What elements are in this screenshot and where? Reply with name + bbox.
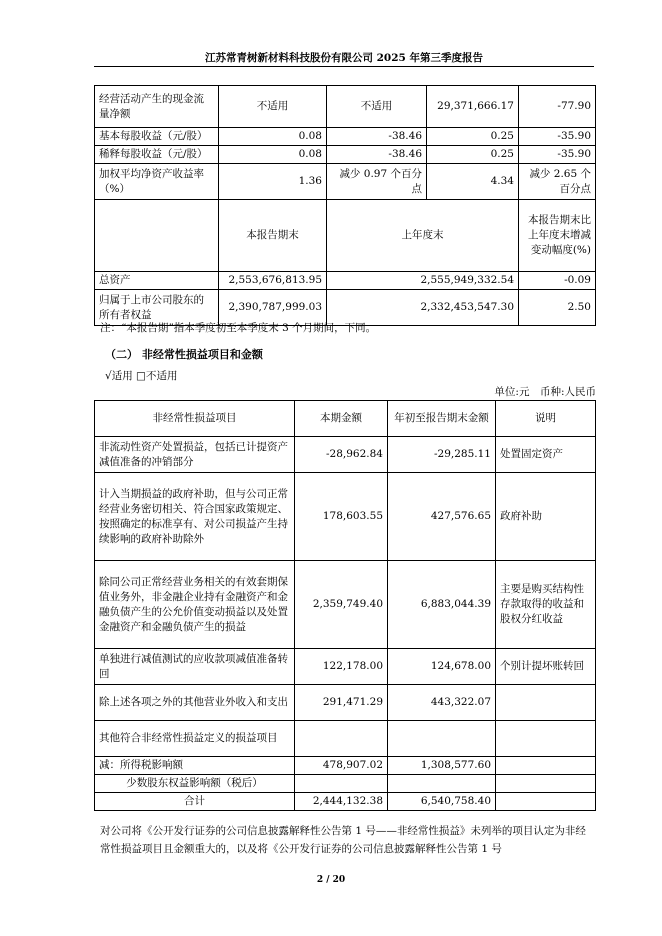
table-cell: 不适用 (219, 86, 327, 128)
table-row (95, 86, 596, 128)
report-header: 江苏常青树新材料科技股份有限公司 2025 年第三季度报告 (204, 52, 484, 64)
table-cell: 478,907.02 (295, 757, 388, 775)
table-cell (496, 757, 596, 775)
table-cell: 减少 0.97 个百分点 (327, 164, 427, 200)
table-cell: 稀释每股收益（元/股） (95, 146, 219, 164)
column-header: 说明 (496, 401, 596, 437)
table-cell: -38.46 (327, 128, 427, 146)
table-cell: -29,285.11 (388, 437, 496, 473)
column-header: 本报告期末比上年度末增减变动幅度(%) (519, 200, 596, 272)
table-cell: 个别计提坏账转回 (496, 649, 596, 685)
table-row (95, 128, 596, 146)
table-cell: 0.25 (427, 128, 519, 146)
table-row (95, 164, 596, 200)
table-cell: 0.08 (219, 146, 327, 164)
table-cell: 经营活动产生的现金流量净额 (95, 86, 219, 128)
applicability-checkbox-text: √适用 □不适用 (105, 370, 178, 382)
table-cell: 基本每股收益（元/股） (95, 128, 219, 146)
table-cell (95, 200, 219, 272)
table-row (95, 721, 596, 757)
table-cell (388, 721, 496, 757)
table-cell: 减少 2.65 个百分点 (519, 164, 596, 200)
table-cell: 其他符合非经常性损益定义的损益项目 (95, 721, 295, 757)
table-cell: 除同公司正常经营业务相关的有效套期保值业务外，非金融企业持有金融资产和金融负债产生的公允价值变动损益以及处置金融资产和金融负债产生的损益 (95, 561, 295, 649)
table-cell (496, 793, 596, 811)
table-cell: 2,390,787,999.03 (219, 290, 327, 326)
table-cell: 不适用 (327, 86, 427, 128)
table-cell: 0.08 (219, 128, 327, 146)
table-cell: 427,576.65 (388, 473, 496, 561)
table-cell: 1.36 (219, 164, 327, 200)
body-paragraph: 对公司将《公开发行证券的公司信息披露解释性公告第 1 号——非经常性损益》未列举的项目认定为非经常性损益项目且金额重大的，以及将《公开发行证券的公司信息披露解释性公告第 1 号 (100, 825, 586, 855)
table-cell: -77.90 (519, 86, 596, 128)
column-header: 本报告期末 (219, 200, 327, 272)
table-cell (496, 775, 596, 793)
table-row (95, 561, 596, 649)
table-cell: 总资产 (95, 272, 219, 290)
units-label: 单位:元 币种:人民币 (494, 386, 596, 398)
table-cell: -38.46 (327, 146, 427, 164)
table-cell: 处置固定资产 (496, 437, 596, 473)
table-row (95, 685, 596, 721)
column-header: 非经常性损益项目 (95, 401, 295, 437)
table-cell: 291,471.29 (295, 685, 388, 721)
table-row (95, 757, 596, 775)
table-cell: 124,678.00 (388, 649, 496, 685)
table-cell: -35.90 (519, 146, 596, 164)
table-cell: -0.09 (519, 272, 596, 290)
table-row (95, 793, 596, 811)
table-note: 注：“本报告期”指本季度初至本季度末 3 个月期间，下同。 (100, 322, 377, 334)
table-row (95, 146, 596, 164)
header-divider (94, 66, 594, 67)
column-header: 年初至报告期末金额 (388, 401, 496, 437)
table-cell (295, 775, 388, 793)
table-cell (295, 721, 388, 757)
table-header-row (95, 401, 596, 437)
table-cell: 0.25 (427, 146, 519, 164)
table-cell: 2,359,749.40 (295, 561, 388, 649)
table-row (95, 775, 596, 793)
table-cell (496, 721, 596, 757)
table-cell: 单独进行减值测试的应收款项减值准备转回 (95, 649, 295, 685)
table-cell: 4.34 (427, 164, 519, 200)
table-cell: 6,883,044.39 (388, 561, 496, 649)
table-cell: 合计 (95, 793, 295, 811)
table-cell: 443,322.07 (388, 685, 496, 721)
non-recurring-items-table (94, 400, 596, 811)
table-cell: 2,444,132.38 (295, 793, 388, 811)
table-cell: -28,962.84 (295, 437, 388, 473)
table-cell: 122,178.00 (295, 649, 388, 685)
page-number: 2 / 20 (316, 875, 346, 885)
table-cell: 2,332,453,547.30 (327, 290, 519, 326)
table-cell: 归属于上市公司股东的所有者权益 (95, 290, 219, 326)
table-row (95, 473, 596, 561)
table-cell: 加权平均净资产收益率（%） (95, 164, 219, 200)
table-cell: 除上述各项之外的其他营业外收入和支出 (95, 685, 295, 721)
table-cell: 178,603.55 (295, 473, 388, 561)
table-cell: 6,540,758.40 (388, 793, 496, 811)
section-title: （二） 非经常性损益项目和金额 (105, 348, 263, 361)
table-cell (496, 685, 596, 721)
table-cell (388, 775, 496, 793)
table-row (95, 200, 596, 272)
financial-indicators-table (94, 85, 596, 326)
table-cell: 2.50 (519, 290, 596, 326)
column-header: 上年度末 (327, 200, 519, 272)
table-cell: 主要是购买结构性存款取得的收益和股权分红收益 (496, 561, 596, 649)
table-cell: 减：所得税影响额 (95, 757, 295, 775)
table-row (95, 437, 596, 473)
column-header: 本期金额 (295, 401, 388, 437)
table-row (95, 649, 596, 685)
table-cell: 少数股东权益影响额（税后） (95, 775, 295, 793)
table-cell: 政府补助 (496, 473, 596, 561)
table-row (95, 272, 596, 290)
table-cell: 29,371,666.17 (427, 86, 519, 128)
table-cell: 1,308,577.60 (388, 757, 496, 775)
table-cell: 非流动性资产处置损益，包括已计提资产减值准备的冲销部分 (95, 437, 295, 473)
table-cell: 计入当期损益的政府补助，但与公司正常经营业务密切相关、符合国家政策规定、按照确定的标准享有、对公司损益产生持续影响的政府补助除外 (95, 473, 295, 561)
table-cell: -35.90 (519, 128, 596, 146)
table-cell: 2,553,676,813.95 (219, 272, 327, 290)
table-cell: 2,555,949,332.54 (327, 272, 519, 290)
